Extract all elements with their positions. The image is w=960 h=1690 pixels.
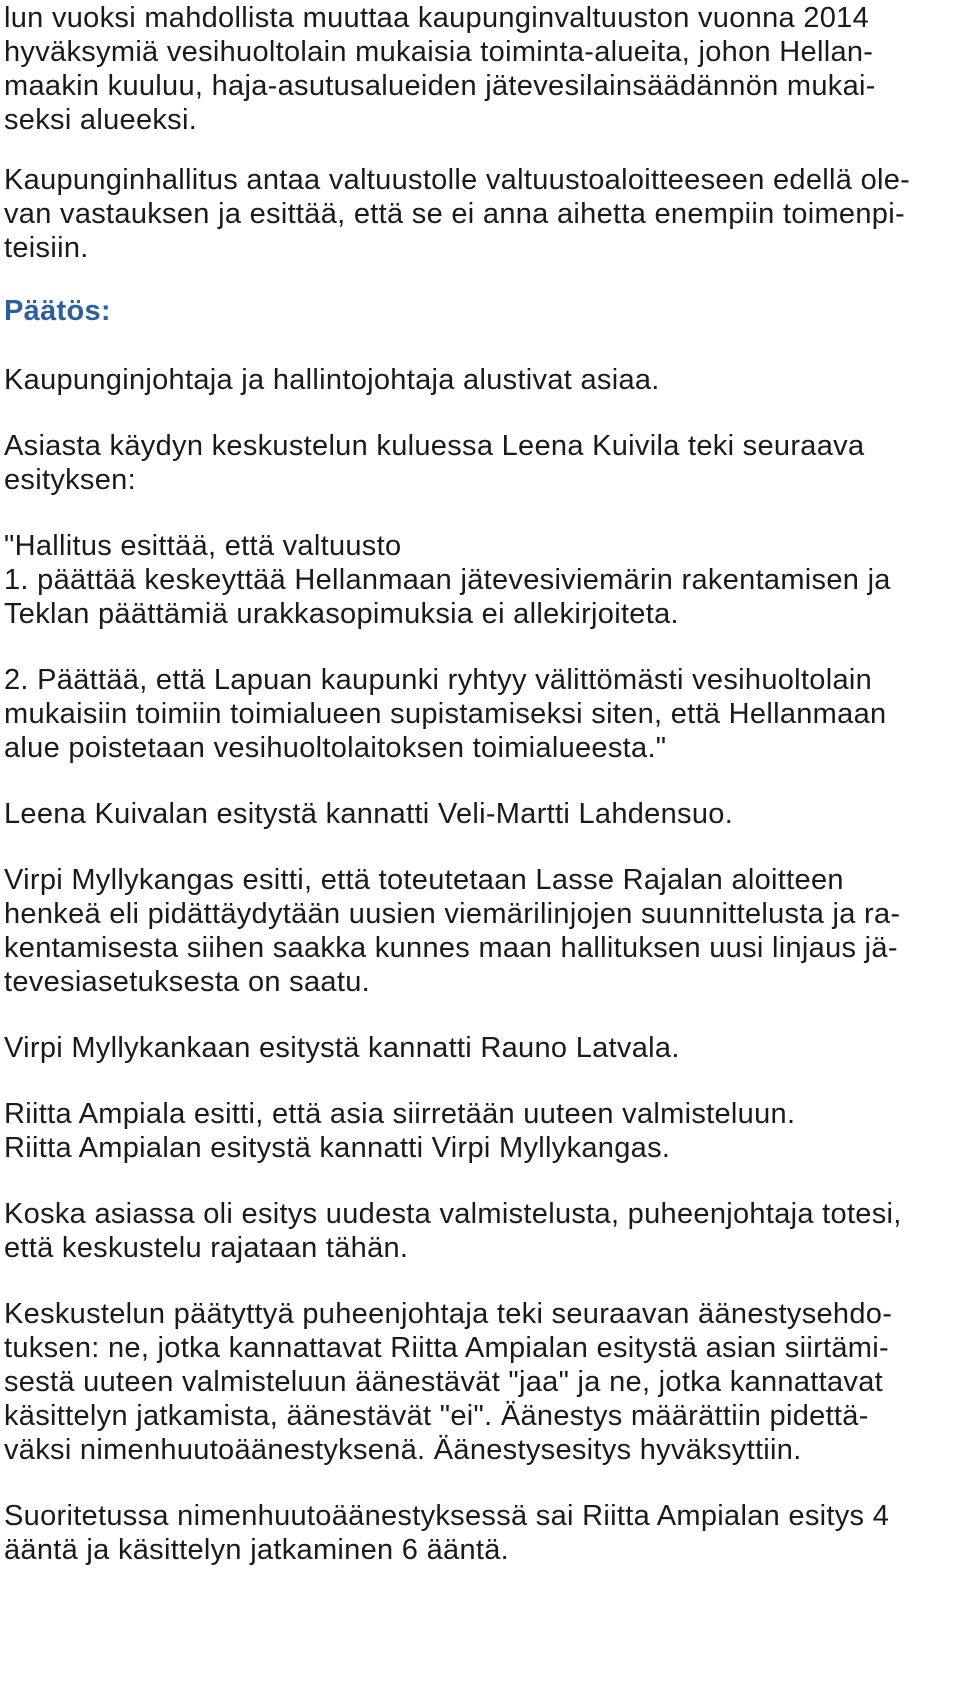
text-line: Teklan päättämiä urakkasopimuksia ei allekirjoiteta. bbox=[4, 598, 679, 630]
text-line: henkeä eli pidättäydytään uusien viemärilinjojen suunnittelusta ja ra- bbox=[4, 898, 901, 930]
text-line: että keskustelu rajataan tähän. bbox=[4, 1232, 409, 1264]
text-line: Kaupunginhallitus antaa valtuustolle valtuustoaloitteeseen edellä ole- bbox=[4, 164, 911, 196]
text-line: van vastauksen ja esittää, että se ei anna aihetta enempiin toimenpi- bbox=[4, 198, 905, 230]
text-line: Virpi Myllykankaan esitystä kannatti Rauno Latvala. bbox=[4, 1032, 680, 1064]
text-line: hyväksymiä vesihuoltolain mukaisia toiminta-alueita, johon Hellan- bbox=[4, 36, 874, 68]
text-line: mukaisiin toimiin toimialueen supistamiseksi siten, että Hellanmaan bbox=[4, 698, 887, 730]
text-line: sestä uuteen valmisteluun äänestävät "jaa" ja ne, jotka kannattavat bbox=[4, 1366, 884, 1398]
text-line: alue poistetaan vesihuoltolaitoksen toimialueesta." bbox=[4, 732, 667, 764]
text-line: tevesiasetuksesta on saatu. bbox=[4, 966, 370, 998]
text-line: maakin kuuluu, haja-asutusalueiden jätevesilainsäädännön mukai- bbox=[4, 70, 876, 102]
text-line: Suoritetussa nimenhuutoäänestyksessä sai Riitta Ampialan esitys 4 bbox=[4, 1500, 890, 1532]
text-line: kentamisesta siihen saakka kunnes maan hallituksen uusi linjaus jä- bbox=[4, 932, 898, 964]
text-line: 2. Päättää, että Lapuan kaupunki ryhtyy välittömästi vesihuoltolain bbox=[4, 664, 873, 696]
decision-heading: Päätös: bbox=[4, 295, 111, 327]
text-line: "Hallitus esittää, että valtuusto bbox=[4, 530, 402, 562]
text-line: Riitta Ampialan esitystä kannatti Virpi Myllykangas. bbox=[4, 1132, 671, 1164]
text-line: Kaupunginjohtaja ja hallintojohtaja alustivat asiaa. bbox=[4, 364, 660, 396]
text-line: Koska asiassa oli esitys uudesta valmistelusta, puheenjohtaja totesi, bbox=[4, 1198, 902, 1230]
text-line: käsittelyn jatkamista, äänestävät "ei". Äänestys määrättiin pidettä- bbox=[4, 1400, 869, 1432]
text-line: 1. päättää keskeyttää Hellanmaan jätevesiviemärin rakentamisen ja bbox=[4, 564, 891, 596]
text-line: seksi alueeksi. bbox=[4, 104, 198, 136]
text-line: teisiin. bbox=[4, 232, 89, 264]
text-line: Keskustelun päätyttyä puheenjohtaja teki seuraavan äänestysehdo- bbox=[4, 1298, 893, 1330]
text-line: Asiasta käydyn keskustelun kuluessa Leena Kuivila teki seuraava bbox=[4, 430, 865, 462]
text-line: esityksen: bbox=[4, 464, 136, 496]
text-line: väksi nimenhuutoäänestyksenä. Äänestysesitys hyväksyttiin. bbox=[4, 1434, 802, 1466]
text-line: lun vuoksi mahdollista muuttaa kaupunginvaltuuston vuonna 2014 bbox=[4, 2, 870, 34]
text-line: ääntä ja käsittelyn jatkaminen 6 ääntä. bbox=[4, 1534, 510, 1566]
text-line: Leena Kuivalan esitystä kannatti Veli-Martti Lahdensuo. bbox=[4, 798, 734, 830]
text-line: Virpi Myllykangas esitti, että toteutetaan Lasse Rajalan aloitteen bbox=[4, 864, 844, 896]
text-line: Riitta Ampiala esitti, että asia siirretään uuteen valmisteluun. bbox=[4, 1098, 796, 1130]
text-line: tuksen: ne, jotka kannattavat Riitta Ampialan esitystä asian siirtämi- bbox=[4, 1332, 889, 1364]
